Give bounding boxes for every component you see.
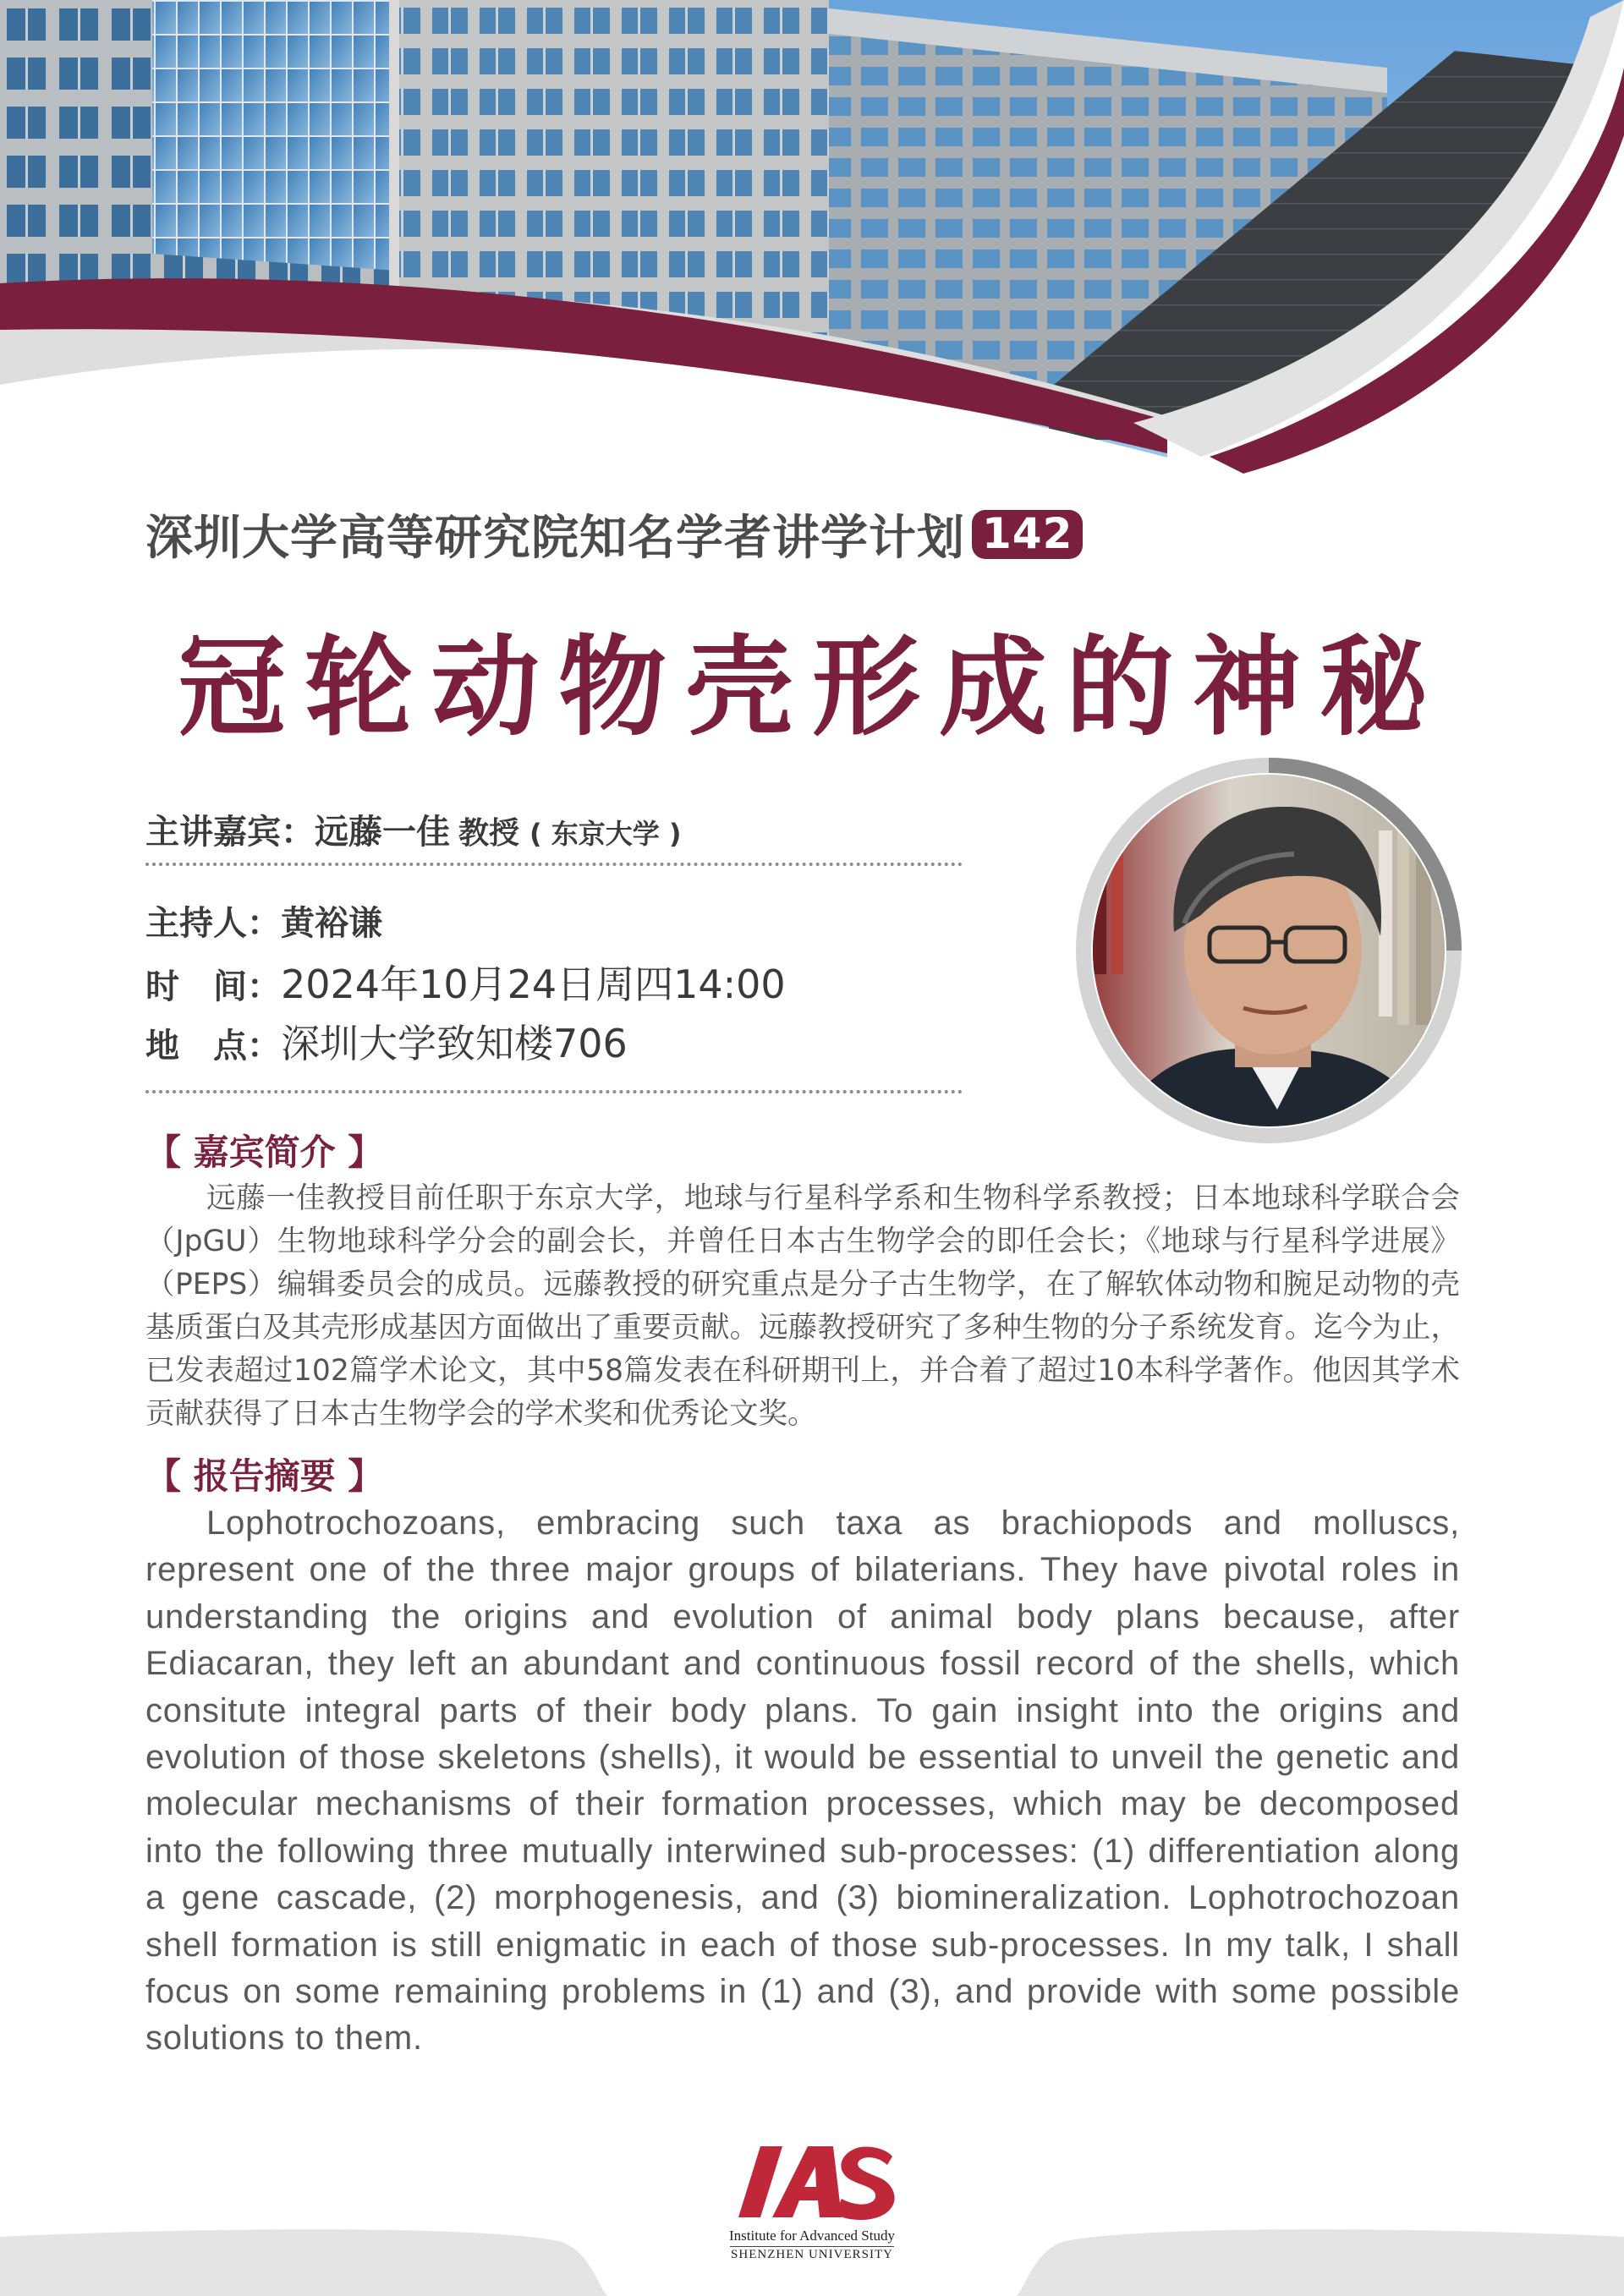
lecture-title: 冠轮动物壳形成的神秘 [177,625,1446,751]
place-label: 地 点： [145,1027,281,1066]
logo-divider [730,2246,894,2247]
time-label: 时 间： [145,967,281,1006]
host-name: 黄裕谦 [281,904,382,943]
bio-paragraph: 远藤一佳教授目前任职于东京大学，地球与行星科学系和生物科学系教授；日本地球科学联合会（JpGU）生物地球科学分会的副会长，并曾任日本古生物学会的即任会长；《地球与行星科学进展》（PEPS）编辑委员会的成员。远藤教授的研究重点是分子古生物学，在了解软体动物和腕足动物的壳基质蛋白及其壳形成基因方面做出了重要贡献。远藤教授研究了多种生物的分子系统发育。迄今为止，已发表超过102篇学术论文，其中58篇发表在科研期刊上，并合着了超过10本科学著作。他因其学术贡献获得了日本古生物学会的学术奖和优秀论文奖。 [145,1181,1460,1431]
ias-logo [723,2140,901,2266]
abstract-heading: 【 报告摘要 】 [145,1455,384,1497]
series-name: 深圳大学高等研究院知名学者讲学计划 [145,511,965,566]
host-label: 主持人： [145,904,281,943]
speaker-row [145,805,682,853]
logo-institute-text: Institute for Advanced Study [729,2228,895,2244]
ias-logo-mark [723,2140,901,2224]
speaker-portrait [1074,754,1463,1143]
place-value: 深圳大学致知楼706 [281,1021,628,1066]
logo-university-text: SHENZHEN UNIVERSITY [731,2248,893,2261]
time-value: 2024年10月24日周四14:00 [281,962,786,1007]
time-row [145,954,786,1010]
abstract-paragraph: Lophotrochozoans, embracing such taxa as brachiopods and molluscs, represent one of the three major groups of bilaterians. They have pivotal roles in understanding the origins and evolution of animal body plans because, after Ediacaran, they left an abundant and continuous fossil record of the shells, which consitute integral parts of their body plans. To gain insight into the origins and evolution of those skeletons (shells), it would be essential to unveil the genetic and molecular mechanisms of their formation processes, which may be decomposed into the following three mutually interwined sub-processes: (1) differentiation along a gene cascade, (2) morphogenesis, and (3) biomineralization. Lophotrochozoan shell formation is still enigmatic in each of those sub-processes. In my talk, I shall focus on some remaining problems in (1) and (3), and provide with some possible solutions to them. [145,1504,1460,2058]
speaker-label: 主讲嘉宾： [145,813,315,852]
host-row [145,896,382,945]
speaker-name: 远藤一佳 [315,813,450,852]
dotted-divider [145,1090,963,1093]
speaker-affiliation: ( 东京大学 ) [529,818,682,850]
series-number-badge: 142 [972,510,1083,560]
place-row [145,1013,628,1069]
series-line [145,501,1083,568]
speaker-title: 教授 [458,816,520,851]
bio-heading: 【 嘉宾简介 】 [145,1132,384,1173]
dotted-divider [145,863,963,866]
